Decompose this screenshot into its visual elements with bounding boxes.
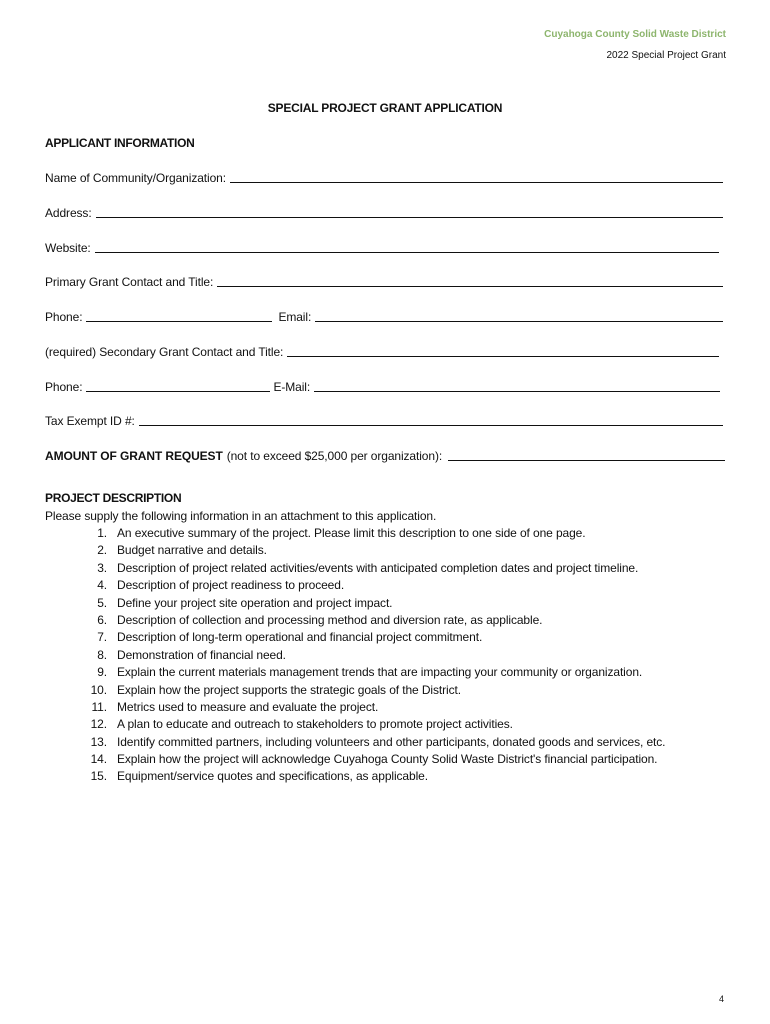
- email1-line[interactable]: [315, 311, 723, 322]
- tax-id-line[interactable]: [139, 415, 723, 426]
- list-item-text: Metrics used to measure and evaluate the project.: [117, 699, 379, 714]
- website-field-row: [45, 241, 719, 255]
- page-title: SPECIAL PROJECT GRANT APPLICATION: [267, 101, 503, 115]
- list-item-text: A plan to educate and outreach to stakeholders to promote project activities.: [117, 717, 513, 732]
- list-item-number: 14.: [90, 752, 107, 767]
- website-label: Website:: [45, 241, 91, 255]
- list-item: [45, 647, 665, 664]
- amount-label-rest: (not to exceed $25,000 per organization):: [226, 449, 443, 463]
- amount-field-row: [45, 449, 725, 463]
- list-item: [45, 595, 665, 612]
- amount-label-bold: AMOUNT OF GRANT REQUEST: [45, 449, 223, 463]
- email2-label: E-Mail:: [273, 380, 311, 394]
- tax-id-label: Tax Exempt ID #:: [45, 414, 135, 428]
- list-item: [45, 751, 665, 768]
- list-item: [45, 664, 665, 681]
- list-item-text: Define your project site operation and project impact.: [117, 595, 393, 610]
- list-item: [45, 612, 665, 629]
- list-item-number: 13.: [90, 734, 107, 749]
- tax-id-field-row: [45, 414, 723, 428]
- list-item-text: Description of project readiness to proceed.: [117, 578, 345, 593]
- phone-email-row-2: [45, 380, 720, 394]
- list-item-text: An executive summary of the project. Please limit this description to one side of one page.: [117, 526, 586, 540]
- list-item-number: 8.: [97, 647, 107, 662]
- secondary-contact-field-row: [45, 345, 719, 359]
- name-field-row: [45, 171, 723, 185]
- list-item: [45, 542, 665, 559]
- list-item-number: 4.: [97, 578, 107, 593]
- address-label: Address:: [45, 206, 92, 220]
- list-item-number: 2.: [97, 543, 107, 558]
- list-item: [45, 629, 665, 646]
- list-item-number: 1.: [97, 526, 107, 540]
- address-line[interactable]: [96, 207, 723, 218]
- name-label: Name of Community/Organization:: [45, 171, 226, 185]
- list-item-text: Explain how the project will acknowledge Cuyahoga County Solid Waste District's financial participation.: [117, 752, 658, 767]
- list-item: [45, 734, 665, 751]
- secondary-contact-label: (required) Secondary Grant Contact and Title:: [45, 345, 284, 359]
- list-item: [45, 699, 665, 716]
- list-item-text: Budget narrative and details.: [117, 543, 267, 558]
- address-field-row: [45, 206, 723, 220]
- project-requirements-list: [45, 525, 665, 786]
- list-item-text: Description of long-term operational and financial project commitment.: [117, 630, 483, 645]
- email2-line[interactable]: [314, 381, 720, 392]
- list-item-number: 15.: [90, 769, 107, 784]
- list-item-text: Explain how the project supports the strategic goals of the District.: [117, 682, 461, 697]
- primary-contact-line[interactable]: [217, 276, 723, 287]
- list-item-number: 10.: [90, 682, 107, 697]
- list-item-number: 11.: [91, 699, 107, 714]
- list-item-text: Demonstration of financial need.: [117, 647, 286, 662]
- list-item-text: Description of project related activities/events with anticipated completion dates and project timeline.: [117, 560, 639, 575]
- list-item: [45, 768, 665, 785]
- list-item-number: 7.: [97, 630, 107, 645]
- amount-line[interactable]: [448, 450, 725, 461]
- phone2-label: Phone:: [45, 380, 83, 394]
- list-item: [45, 577, 665, 594]
- list-item-text: Explain the current materials management trends that are impacting your community or organization.: [117, 665, 643, 680]
- phone-email-row-1: [45, 310, 723, 324]
- phone1-line[interactable]: [86, 311, 272, 322]
- list-item-number: 6.: [97, 612, 107, 627]
- primary-contact-field-row: [45, 275, 723, 289]
- list-item: [45, 716, 665, 733]
- list-item-text: Equipment/service quotes and specifications, as applicable.: [117, 769, 428, 784]
- header-organization: Cuyahoga County Solid Waste District: [544, 29, 726, 40]
- list-item-text: Description of collection and processing method and diversion rate, as applicable.: [117, 612, 543, 627]
- website-line[interactable]: [95, 242, 719, 253]
- list-item: [45, 682, 665, 699]
- list-item-text: Identify committed partners, including volunteers and other participants, donated goods and services, etc.: [117, 734, 666, 749]
- page-number: 4: [718, 994, 724, 1004]
- list-item-number: 12.: [90, 717, 107, 732]
- header-subtitle: 2022 Special Project Grant: [606, 50, 726, 61]
- list-item-number: 5.: [97, 595, 107, 610]
- phone2-line[interactable]: [86, 381, 270, 392]
- primary-contact-label: Primary Grant Contact and Title:: [45, 275, 214, 289]
- project-intro: Please supply the following information in an attachment to this application.: [45, 509, 437, 523]
- list-item-number: 9.: [97, 665, 107, 680]
- list-item: [45, 525, 665, 542]
- name-line[interactable]: [230, 172, 723, 183]
- list-item: [45, 560, 665, 577]
- applicant-info-heading: APPLICANT INFORMATION: [45, 136, 195, 150]
- project-description-heading: PROJECT DESCRIPTION: [45, 491, 182, 505]
- secondary-contact-line[interactable]: [287, 346, 719, 357]
- phone1-label: Phone:: [45, 310, 83, 324]
- email1-label: Email:: [278, 310, 312, 324]
- list-item-number: 3.: [97, 560, 107, 575]
